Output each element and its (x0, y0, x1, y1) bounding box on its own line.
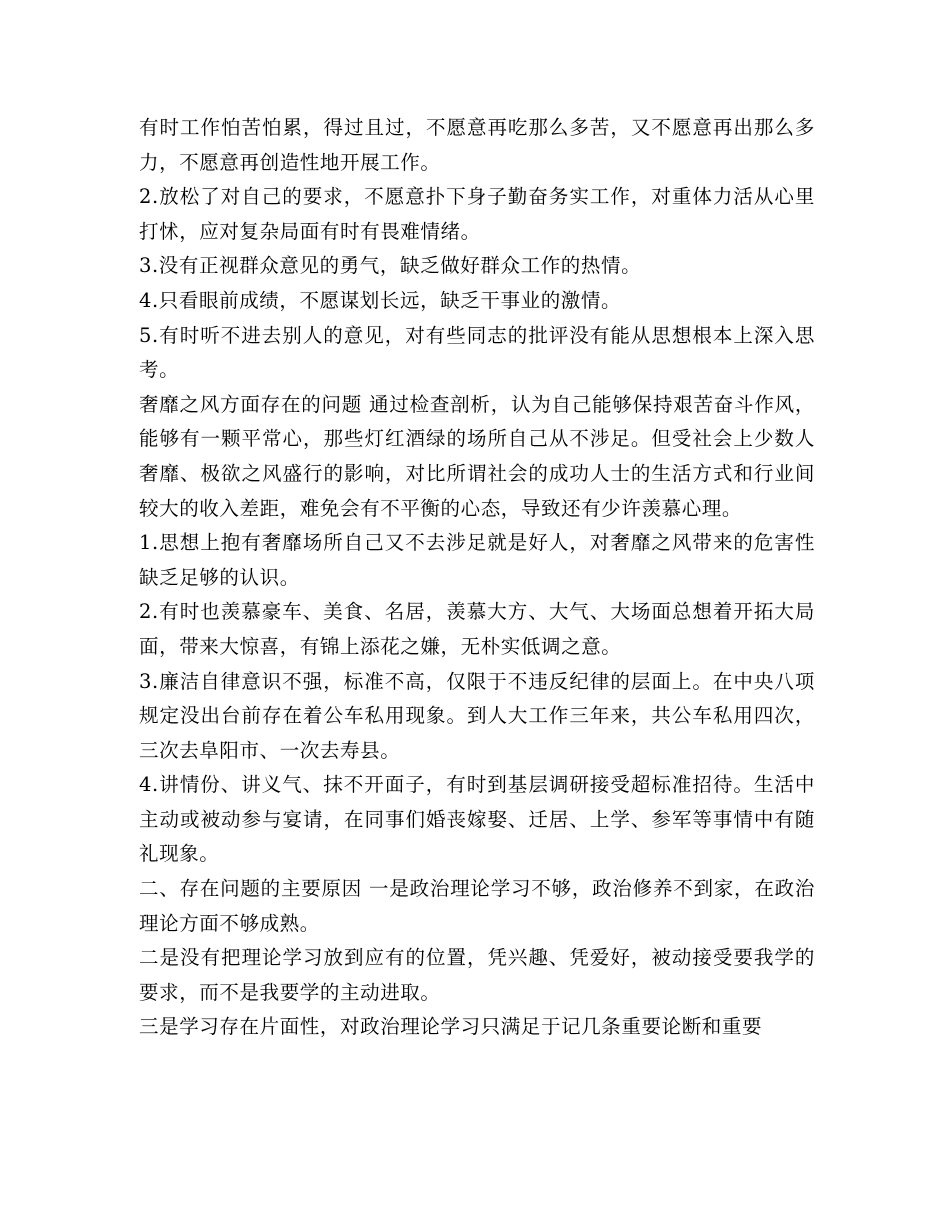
paragraph-item-4: 4.只看眼前成绩，不愿谋划长远，缺乏干事业的激情。 (139, 288, 622, 312)
document-body (139, 111, 815, 1045)
paragraph-extravagance-section: 奢靡之风方面存在的问题 通过检查剖析，认为自己能够保持艰苦奋斗作风，能够有一颗平常心，那些灯红酒绿的场所自己从不涉足。但受社会上少数人奢靡、极欲之风盛行的影响，对比所谓社会的成功人士的生活方式和行业间较大的收入差距，难免会有不平衡的心态，导致还有少许羡慕心理。 (139, 392, 815, 520)
paragraph-causes-section: 二、存在问题的主要原因 一是政治理论学习不够，政治修养不到家，在政治理论方面不够成熟。 (139, 877, 815, 935)
paragraph-continuation: 有时工作怕苦怕累，得过且过，不愿意再吃那么多苦，又不愿意再出那么多力，不愿意再创造性地开展工作。 (139, 116, 815, 174)
paragraph-item-3: 3.没有正视群众意见的勇气，缺乏做好群众工作的热情。 (139, 254, 642, 278)
paragraph-cause-2: 二是没有把理论学习放到应有的位置，凭兴趣、凭爱好，被动接受要我学的要求，而不是我要学的主动进取。 (139, 946, 815, 1004)
paragraph-extravagance-item-4: 4.讲情份、讲义气、抹不开面子，有时到基层调研接受超标准招待。生活中主动或被动参与宴请，在同事们婚丧嫁娶、迁居、上学、参军等事情中有随礼现象。 (139, 773, 815, 866)
paragraph-item-5: 5.有时听不进去别人的意见，对有些同志的批评没有能从思想根本上深入思考。 (139, 323, 815, 382)
paragraph-cause-3: 三是学习存在片面性，对政治理论学习只满足于记几条重要论断和重要 (139, 1015, 763, 1039)
paragraph-item-2: 2.放松了对自己的要求，不愿意扑下身子勤奋务实工作，对重体力活从心里打怵，应对复杂局面有时有畏难情绪。 (139, 185, 815, 243)
paragraph-extravagance-item-1: 1.思想上抱有奢靡场所自己又不去涉足就是好人，对奢靡之风带来的危害性缺乏足够的认识。 (139, 531, 815, 589)
paragraph-extravagance-item-2: 2.有时也羡慕豪车、美食、名居，羡慕大方、大气、大场面总想着开拓大局面，带来大惊喜，有锦上添花之嫌，无朴实低调之意。 (139, 600, 815, 658)
paragraph-extravagance-item-3: 3.廉洁自律意识不强，标准不高，仅限于不违反纪律的层面上。在中央八项规定没出台前存在着公车私用现象。到人大工作三年来，共公车私用四次，三次去阜阳市、一次去寿县。 (139, 669, 815, 762)
